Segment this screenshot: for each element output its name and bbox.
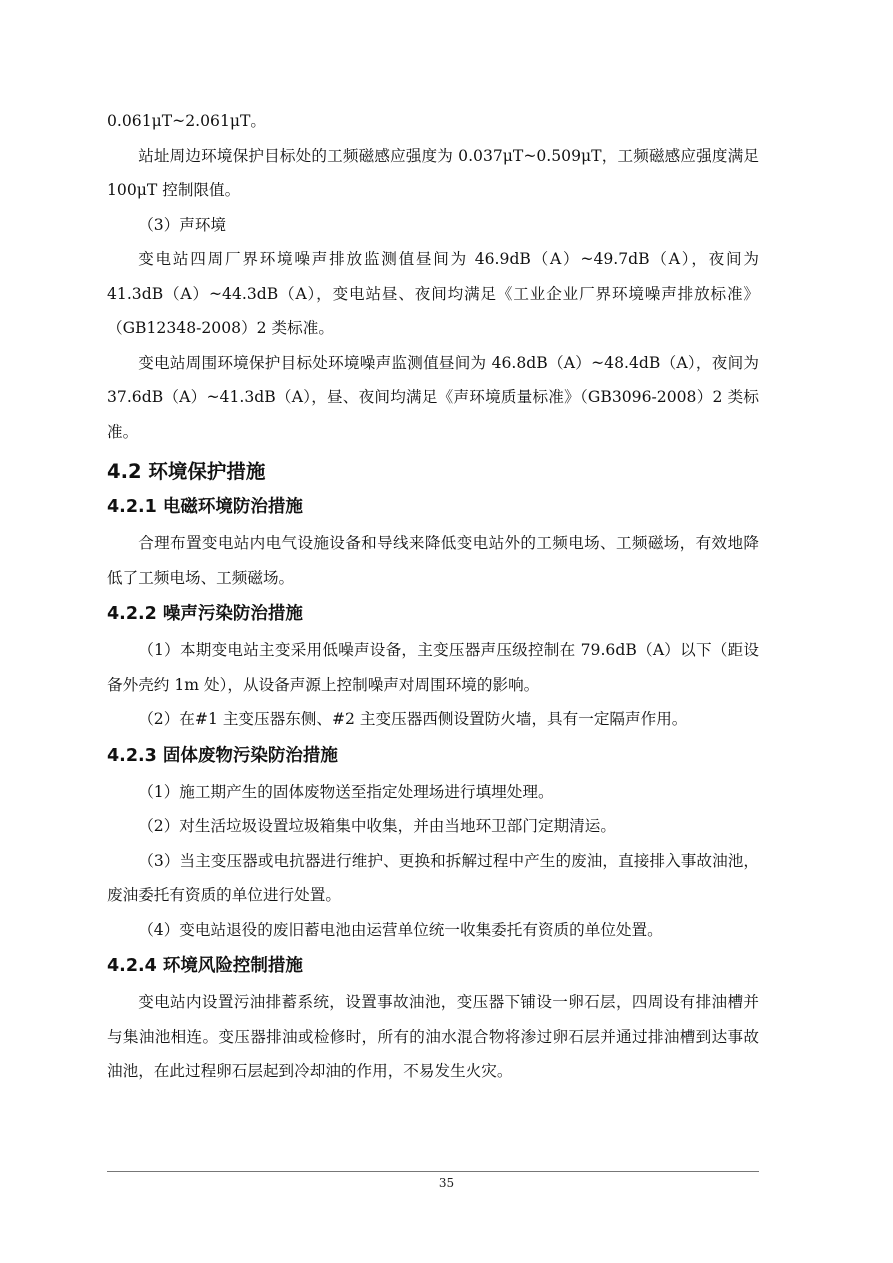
paragraph-acoustic-heading: （3）声环境: [138, 215, 227, 234]
paragraph-target-noise: 变电站周围环境保护目标处环境噪声监测值昼间为 46.8dB（A）~48.4dB（A），夜间为 37.6dB（A）~41.3dB（A），昼、夜间均满足《声环境质量标准》（GB3096-2008）2 类标准。: [107, 353, 759, 441]
paragraph-boundary-noise: 变电站四周厂界环境噪声排放监测值昼间为 46.9dB（A）~49.7dB（A），夜间为 41.3dB（A）~44.3dB（A），变电站昼、夜间均满足《工业企业厂界环境噪声排放标准》（GB12348-2008）2 类标准。: [107, 250, 759, 337]
paragraph-risk-measures: 变电站内设置污油排蓄系统，设置事故油池，变压器下铺设一卵石层，四周设有排油槽并与集油池相连。变压器排油或检修时，所有的油水混合物将渗过卵石层并通过排油槽到达事故油池，在此过程卵石层起到冷却油的作用，不易发生火灾。: [107, 993, 759, 1080]
subsection-heading-4-2-4: 4.2.4 环境风险控制措施: [107, 956, 303, 976]
paragraph-waste-measure-4: （4）变电站退役的废旧蓄电池由运营单位统一收集委托有资质的单位处置。: [138, 920, 663, 939]
page-number: 35: [438, 1176, 455, 1190]
paragraph-waste-measure-2: （2）对生活垃圾设置垃圾箱集中收集，并由当地环卫部门定期清运。: [138, 817, 616, 835]
footer-divider: [107, 1171, 759, 1172]
paragraph-magnetic-targets: 站址周边环境保护目标处的工频磁感应强度为 0.037μT~0.509μT，工频磁感应强度满足 100μT 控制限值。: [107, 146, 759, 199]
paragraph-waste-measure-1: （1）施工期产生的固体废物送至指定处理场进行填埋处理。: [138, 782, 554, 801]
subsection-heading-4-2-1: 4.2.1 电磁环境防治措施: [107, 497, 303, 517]
paragraph-magnetic-range-tail: 0.061μT~2.061μT。: [107, 112, 267, 130]
page-content: [107, 104, 759, 1089]
subsection-heading-4-2-3: 4.2.3 固体废物污染防治措施: [107, 745, 338, 766]
paragraph-waste-measure-3: （3）当主变压器或电抗器进行维护、更换和拆解过程中产生的废油，直接排入事故油池，废油委托有资质的单位进行处置。: [107, 851, 759, 904]
subsection-heading-4-2-2: 4.2.2 噪声污染防治措施: [107, 604, 303, 624]
section-heading-4-2: 4.2 环境保护措施: [107, 460, 266, 483]
paragraph-noise-measure-2: （2）在#1 主变压器东侧、#2 主变压器西侧设置防火墙，具有一定隔声作用。: [138, 710, 688, 728]
paragraph-noise-measure-1: （1）本期变电站主变采用低噪声设备，主变压器声压级控制在 79.6dB（A）以下（距设备外壳约 1m 处），从设备声源上控制噪声对周围环境的影响。: [107, 641, 759, 694]
paragraph-em-measures: 合理布置变电站内电气设施设备和导线来降低变电站外的工频电场、工频磁场，有效地降低了工频电场、工频磁场。: [107, 534, 759, 587]
